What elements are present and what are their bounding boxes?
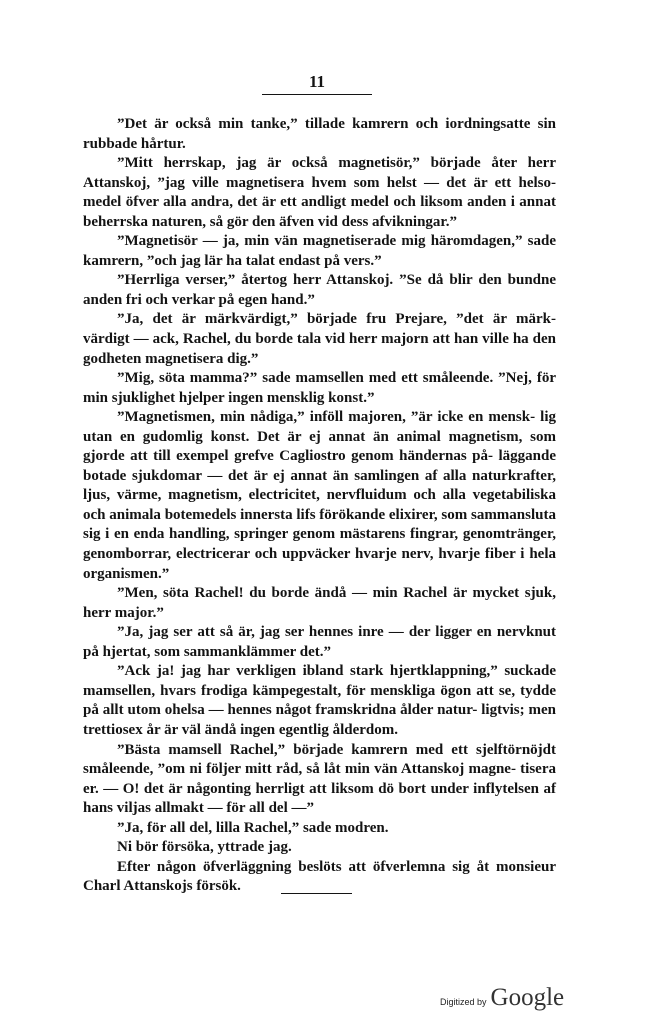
google-logo: Google [490, 984, 565, 1011]
paragraph: Efter någon öfverläggning beslöts att öfverlemna sig åt monsieur Charl Attanskojs försök. [83, 858, 556, 895]
paragraph: ”Magnetismen, min nådiga,” inföll majoren, ”är icke en mensk- lig utan en gudomlig konst. Det är ej annat än animal magnetism, som gjorde att till exempel grefve Cagliostro genom händernas på- läggande botade sjukdomar — det är ej annat än samlingen af alla naturkrafter, ljus, värme, magnetism, electricitet, nervfluidum och alla vegetabiliska och animala botemedels innersta lifs förökande elixirer, som sammansluta sig i en enda handling, springer genom mästarens fingrar, genomtränger, genomborrar, electricerar och uppväcker hvarje nerv, hvarje fiber i hela organismen.” [83, 409, 556, 582]
paragraph: ”Mig, söta mamma?” sade mamsellen med ett småleende. ”Nej, för min sjuklighet hjelper ingen mensklig konst.” [83, 370, 556, 406]
paragraph: ”Ja, jag ser att så är, jag ser hennes inre — der ligger en nervknut på hjertat, som sammanklämmer det.” [83, 624, 556, 660]
paragraph: ”Ja, för all del, lilla Rachel,” sade modren. [117, 819, 389, 836]
paragraph: ”Magnetisör — ja, min vän magnetiserade mig häromdagen,” sade kamrern, ”och jag lär ha talat endast på vers.” [83, 233, 556, 269]
paragraph: ”Herrliga verser,” återtog herr Attanskoj. ”Se då blir den bundne anden fri och verkar på egen hand.” [83, 272, 556, 308]
paragraph: ”Det är också min tanke,” tillade kamrern och iordningsatte sin rubbade hårtur. [83, 116, 556, 152]
digitized-by-label: Digitized by [440, 997, 487, 1007]
section-end-rule [281, 893, 352, 894]
paragraph: ”Men, söta Rachel! du borde ändå — min Rachel är mycket sjuk, herr major.” [83, 585, 556, 621]
digitized-by-watermark [440, 984, 572, 1012]
paragraph: ”Bästa mamsell Rachel,” började kamrern med ett sjelftörnöjdt småleende, ”om ni följer mitt råd, så låt min vän Attanskoj magne- tisera er. — O! det är någonting herrligt att liksom dö bort under inflytelsen af hans viljas allmakt — för all del —” [83, 741, 556, 817]
paragraph: Ni bör försöka, yttrade jag. [117, 839, 292, 856]
paragraph: ”Ja, det är märkvärdigt,” började fru Prejare, ”det är märk- värdigt — ack, Rachel, du borde tala vid herr majorn att han ville ha den godheten magnetisera dig.” [83, 311, 556, 367]
header-rule [262, 94, 372, 95]
body-text [83, 115, 556, 897]
paragraph: ”Mitt herrskap, jag är också magnetisör,” började åter herr Attanskoj, ”jag ville magnetisera hvem som helst — det är ett helso- medel öfver alla andra, det är ett andligt medel och liksom anden i annat beherrska naturen, så gör den äfven vid dess afvikningar.” [83, 155, 556, 230]
paragraph: ”Ack ja! jag har verkligen ibland stark hjertklappning,” suckade mamsellen, hvars frodiga kämpegestalt, för menskliga ögon att se, tydde på allt utom ohelsa — hennes något framskridna ålder natur- ligtvis; men trettiosex år är väl ändå ingen egentlig ålderdom. [83, 663, 556, 738]
page-number: 11 [308, 72, 326, 91]
